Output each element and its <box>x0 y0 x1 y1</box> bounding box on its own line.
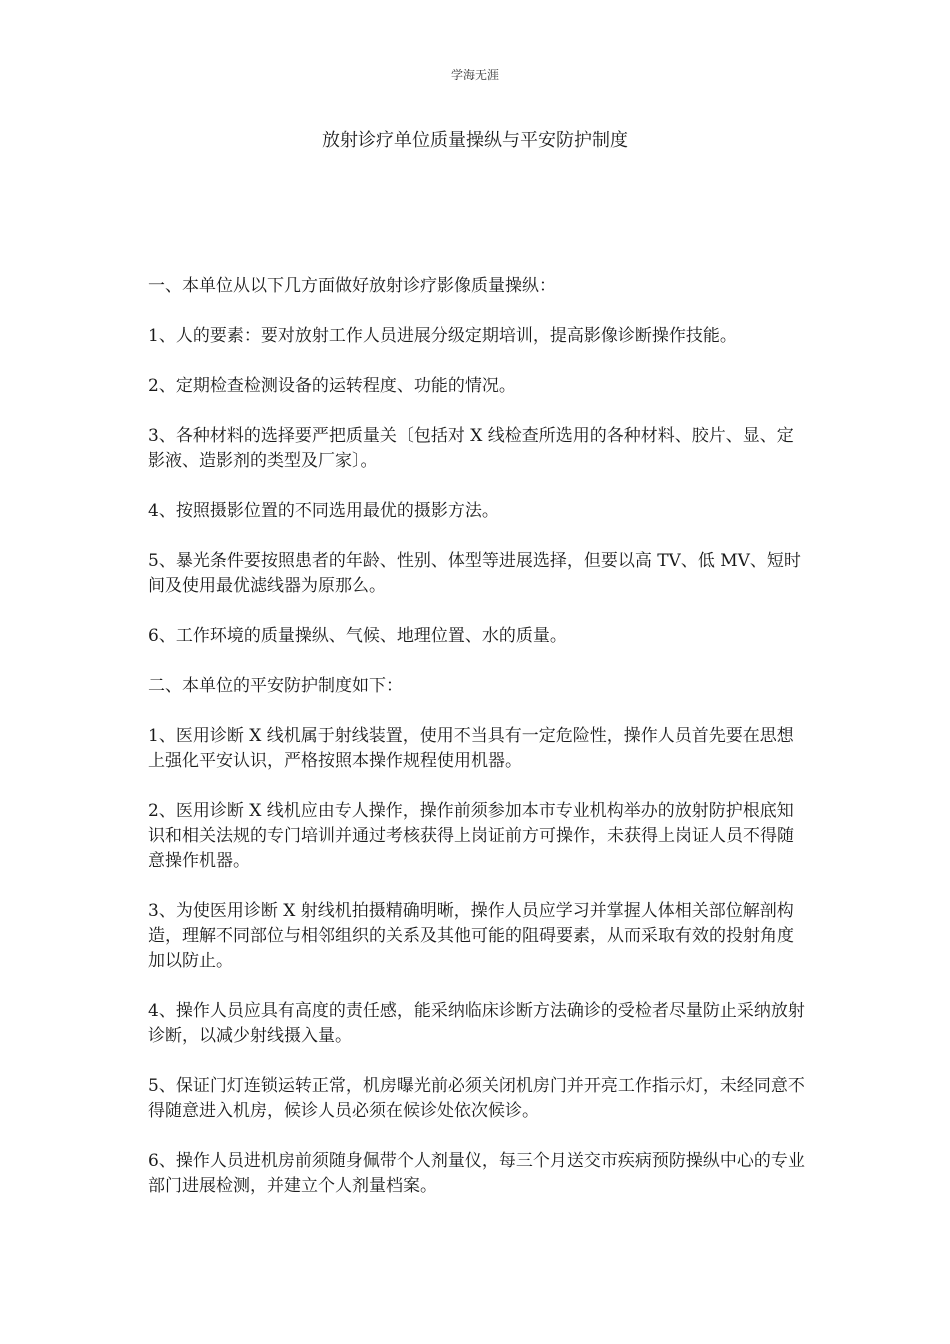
document-title: 放射诊疗单位质量操纵与平安防护制度 <box>322 130 628 151</box>
quality-item-2: 2、定期检查检测设备的运转程度、功能的情况。 <box>148 376 516 396</box>
quality-item-3: 3、各种材料的选择要严把质量关〔包括对 X 线检查所选用的各种材料、胶片、显、定影液、造影剂的类型及厂家〕。 <box>148 426 794 471</box>
safety-item-3: 3、为使医用诊断 X 射线机拍摄精确明晰，操作人员应学习并掌握人体相关部位解剖构造，理解不同部位与相邻组织的关系及其他可能的阻碍要素，从而采取有效的投射角度加以防止。 <box>148 901 794 971</box>
safety-item-6: 6、操作人员进机房前须随身佩带个人剂量仪，每三个月送交市疾病预防操纵中心的专业部门进展检测，并建立个人剂量档案。 <box>148 1151 805 1196</box>
page-header: 学海无涯 <box>450 68 499 82</box>
safety-item-5: 5、保证门灯连锁运转正常，机房曝光前必须关闭机房门并开亮工作指示灯，未经同意不得随意进入机房，候诊人员必须在候诊处依次候诊。 <box>148 1076 805 1121</box>
quality-item-6: 6、工作环境的质量操纵、气候、地理位置、水的质量。 <box>148 626 567 646</box>
section-heading-safety: 二、本单位的平安防护制度如下： <box>148 676 403 696</box>
quality-item-5: 5、暴光条件要按照患者的年龄、性别、体型等进展选择，但要以高 TV、低 MV、短时间及使用最优滤线器为原那么。 <box>148 551 801 596</box>
quality-item-4: 4、按照摄影位置的不同选用最优的摄影方法。 <box>148 501 499 521</box>
safety-item-1: 1、医用诊断 X 线机属于射线装置，使用不当具有一定危险性，操作人员首先要在思想上强化平安认识，严格按照本操作规程使用机器。 <box>148 726 794 771</box>
document-body <box>148 274 808 1224</box>
section-heading-quality: 一、本单位从以下几方面做好放射诊疗影像质量操纵： <box>148 276 556 296</box>
safety-item-4: 4、操作人员应具有高度的责任感，能采纳临床诊断方法确诊的受检者尽量防止采纳放射诊断，以减少射线摄入量。 <box>148 1001 805 1046</box>
safety-item-2: 2、医用诊断 X 线机应由专人操作，操作前须参加本市专业机构举办的放射防护根底知识和相关法规的专门培训并通过考核获得上岗证前方可操作，未获得上岗证人员不得随意操作机器。 <box>148 801 794 871</box>
quality-item-1: 1、人的要素：要对放射工作人员进展分级定期培训，提高影像诊断操作技能。 <box>148 326 737 346</box>
